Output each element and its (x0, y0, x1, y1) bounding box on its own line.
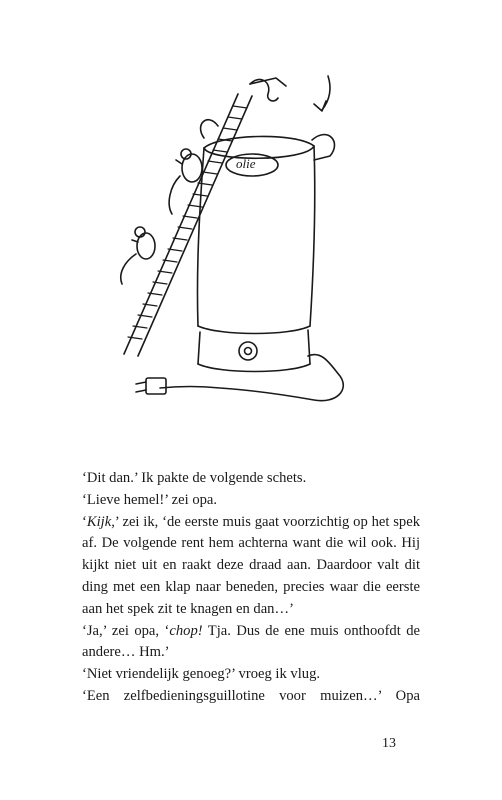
paragraph-text: ‘Lieve hemel!’ zei opa. (82, 491, 218, 508)
emphasis-text: chop! (169, 622, 203, 639)
body-text (82, 468, 420, 708)
paragraph (82, 664, 420, 686)
page-number: 13 (382, 736, 396, 751)
illustration-label: olie (236, 156, 256, 171)
paragraph (82, 621, 420, 665)
paragraph (82, 490, 420, 512)
illustration-oil-can (100, 64, 360, 414)
paragraph-text: ‘Ja,’ zei opa, ‘ (82, 622, 170, 639)
paragraph-text: ‘ (82, 513, 87, 530)
paragraph (82, 468, 420, 490)
paragraph (82, 512, 420, 621)
paragraph-text: ‘Een zelfbedieningsguillotine voor muizen…’ Opa (82, 687, 420, 704)
paragraph-text: Tja. Dus de ene muis onthoofdt de andere… Hm.’ (82, 622, 420, 661)
emphasis-text: Kijk (86, 513, 112, 530)
paragraph-text: ,’ zei ik, ‘de eerste muis gaat voorzichtig op het spek af. De volgende rent hem achterna want die wil ook. Hij kijkt niet uit en raakt deze draad aan. Daardoor valt dit ding met een klap naar beneden, precies waar die eerste aan het spek zit te knagen en dan…’ (82, 513, 420, 617)
paragraph (82, 686, 420, 708)
paragraph-text: ‘Dit dan.’ Ik pakte de volgende schets. (82, 470, 307, 486)
paragraph-text: ‘Niet vriendelijk genoeg?’ vroeg ik vlug. (82, 666, 321, 683)
